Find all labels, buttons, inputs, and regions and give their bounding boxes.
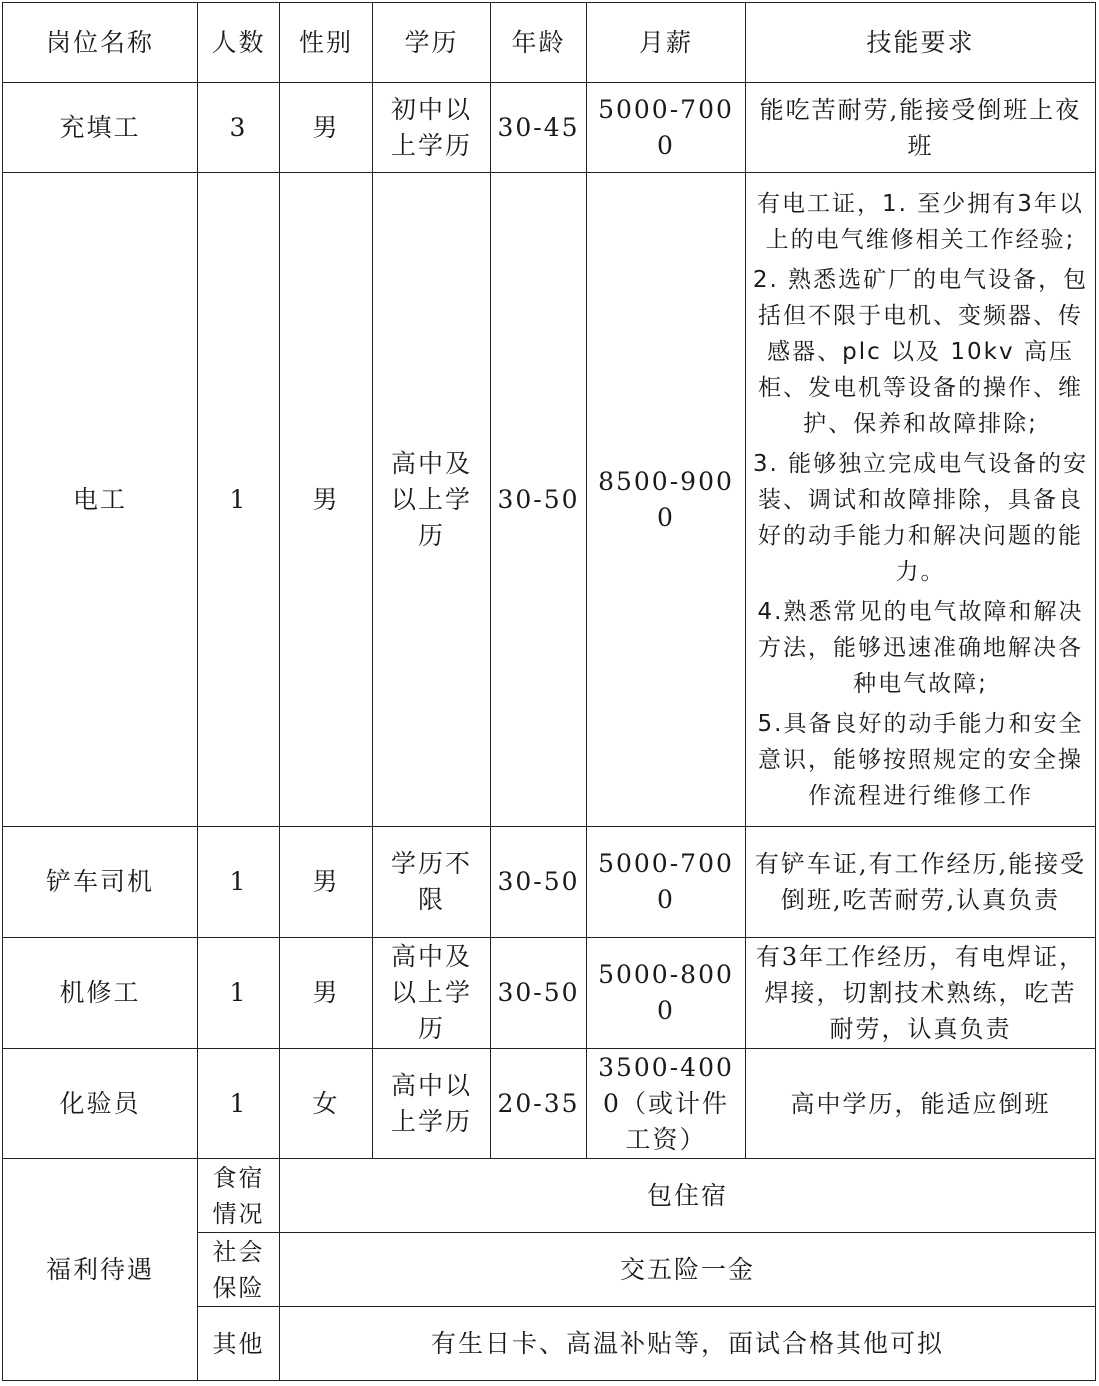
job-education: 高中及以上学历 (373, 173, 491, 827)
table-row (3, 938, 1096, 1049)
table-row (3, 827, 1096, 938)
skill-line: 能吃苦耐劳,能接受倒班上夜班 (759, 95, 1082, 160)
benefit-item-label: 社会保险 (198, 1233, 280, 1307)
job-skills (746, 827, 1096, 938)
job-salary: 8500-9000 (587, 173, 746, 827)
job-position: 电工 (3, 173, 198, 827)
skill-line: 2. 熟悉选矿厂的电气设备，包括但不限于电机、变频器、传感器、plc 以及 10kv 高压柜、发电机等设备的操作、维护、保养和故障排除; (752, 266, 1089, 437)
job-age: 30-45 (491, 83, 587, 173)
job-position: 充填工 (3, 83, 198, 173)
job-skills (746, 83, 1096, 173)
job-gender: 男 (280, 827, 373, 938)
benefit-item-label: 食宿情况 (198, 1159, 280, 1233)
job-gender: 男 (280, 83, 373, 173)
job-count: 1 (198, 938, 280, 1049)
job-education: 高中以上学历 (373, 1049, 491, 1159)
header-skills: 技能要求 (746, 3, 1096, 83)
skill-line: 有铲车证,有工作经历,能接受倒班,吃苦耐劳,认真负责 (754, 850, 1087, 914)
job-salary: 5000-8000 (587, 938, 746, 1049)
benefit-item-label: 其他 (198, 1307, 280, 1381)
job-age: 30-50 (491, 827, 587, 938)
job-gender: 男 (280, 173, 373, 827)
header-salary: 月薪 (587, 3, 746, 83)
job-count: 1 (198, 173, 280, 827)
benefit-item-value: 包住宿 (280, 1159, 1096, 1233)
table-row (3, 83, 1096, 173)
table-row (3, 1049, 1096, 1159)
job-education: 初中以上学历 (373, 83, 491, 173)
job-education: 学历不限 (373, 827, 491, 938)
skill-line: 高中学历，能适应倒班 (790, 1089, 1051, 1118)
skill-line: 3. 能够独立完成电气设备的安装、调试和故障排除，具备良好的动手能力和解决问题的能力。 (752, 450, 1089, 585)
job-count: 1 (198, 827, 280, 938)
job-count: 1 (198, 1049, 280, 1159)
job-position: 化验员 (3, 1049, 198, 1159)
job-skills (746, 173, 1096, 827)
job-gender: 男 (280, 938, 373, 1049)
job-age: 30-50 (491, 173, 587, 827)
benefit-row (3, 1159, 1096, 1233)
job-skills (746, 938, 1096, 1049)
job-count: 3 (198, 83, 280, 173)
benefit-item-value: 有生日卡、高温补贴等，面试合格其他可拟 (280, 1307, 1096, 1381)
job-skills (746, 1049, 1096, 1159)
header-row (3, 3, 1096, 83)
header-education: 学历 (373, 3, 491, 83)
skill-line: 4.熟悉常见的电气故障和解决方法，能够迅速准确地解决各种电气故障; (757, 598, 1084, 697)
header-position: 岗位名称 (3, 3, 198, 83)
job-position: 铲车司机 (3, 827, 198, 938)
skill-line: 5.具备良好的动手能力和安全意识，能够按照规定的安全操作流程进行维修工作 (757, 710, 1084, 809)
job-position: 机修工 (3, 938, 198, 1049)
job-age: 30-50 (491, 938, 587, 1049)
job-salary: 5000-7000 (587, 83, 746, 173)
skill-line: 有3年工作经历，有电焊证，焊接，切割技术熟练，吃苦耐劳，认真负责 (755, 943, 1086, 1043)
job-salary: 5000-7000 (587, 827, 746, 938)
benefits-label: 福利待遇 (3, 1159, 198, 1381)
header-count: 人数 (198, 3, 280, 83)
job-age: 20-35 (491, 1049, 587, 1159)
header-age: 年龄 (491, 3, 587, 83)
benefit-item-value: 交五险一金 (280, 1233, 1096, 1307)
job-education: 高中及以上学历 (373, 938, 491, 1049)
job-gender: 女 (280, 1049, 373, 1159)
job-salary: 3500-4000（或计件工资） (587, 1049, 746, 1159)
skill-line: 有电工证，1. 至少拥有3年以上的电气维修相关工作经验; (757, 190, 1084, 253)
recruitment-table (2, 2, 1096, 1381)
header-gender: 性别 (280, 3, 373, 83)
table-row (3, 173, 1096, 827)
